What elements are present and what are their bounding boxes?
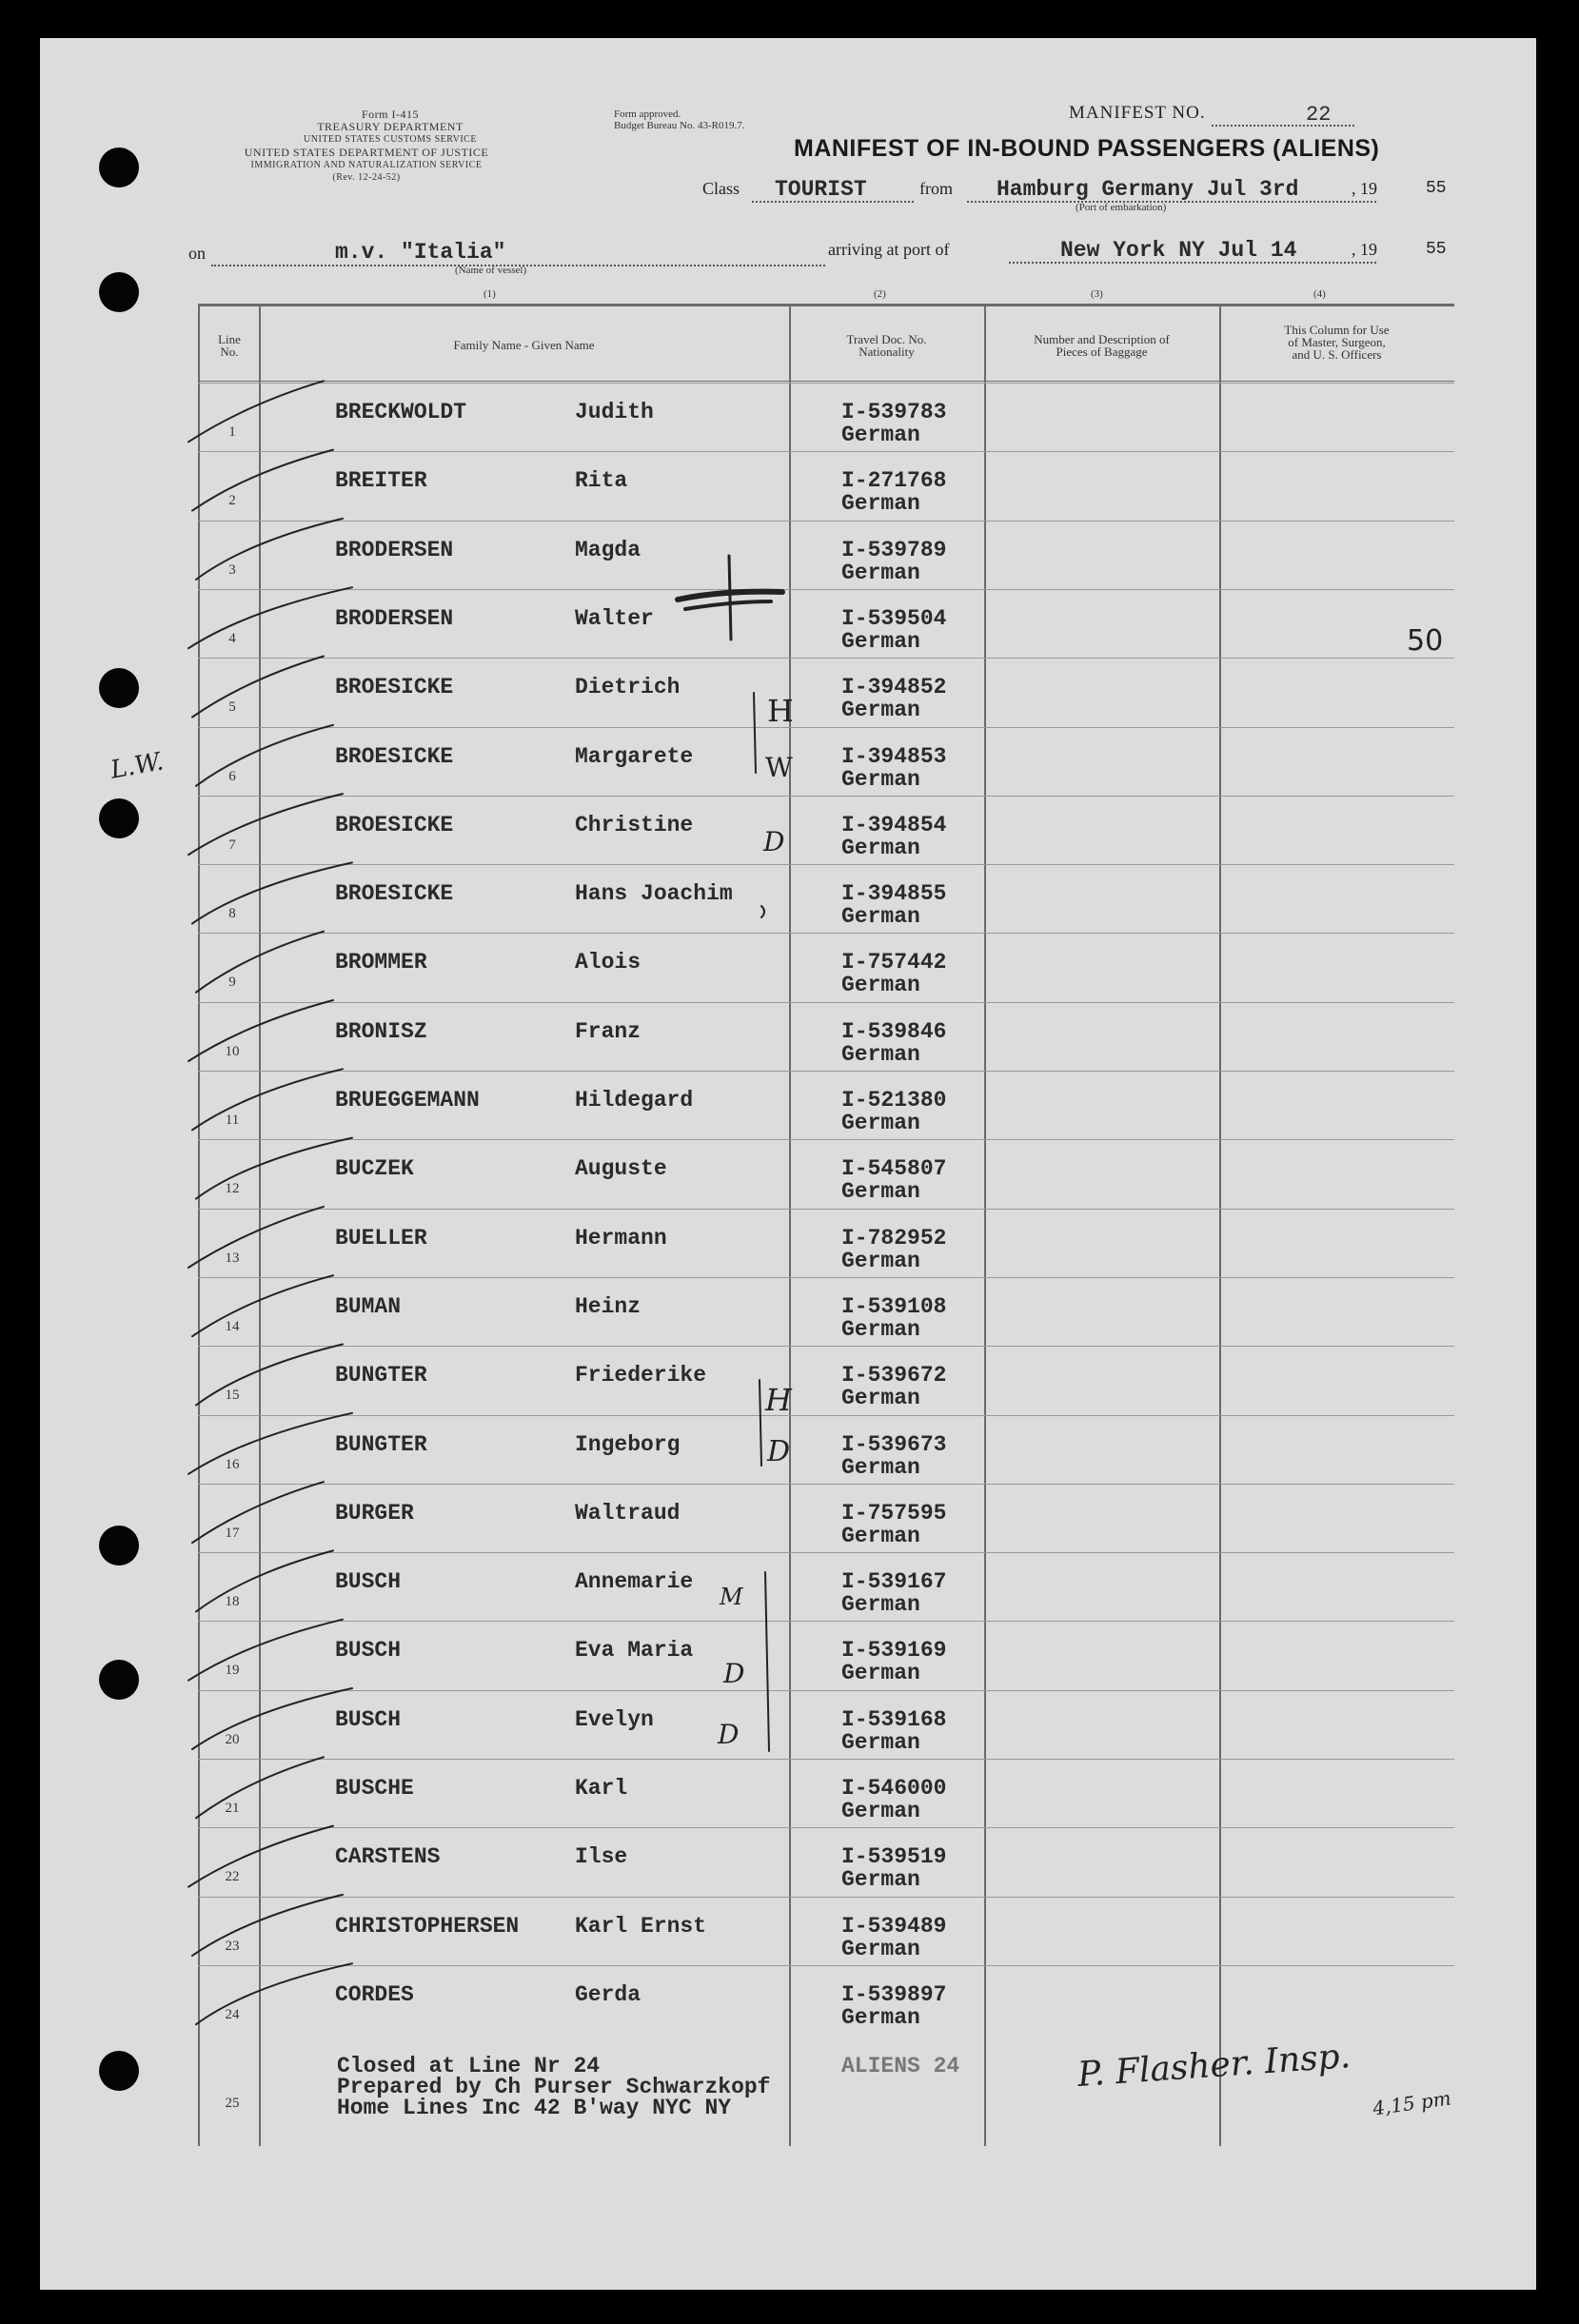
col-num-2: (2) [874, 288, 886, 300]
nationality: German [841, 628, 920, 654]
line-number: 4 [228, 630, 236, 646]
nationality: German [841, 1316, 920, 1342]
family-name: BUSCH [335, 1638, 402, 1664]
nationality: German [841, 1111, 920, 1135]
given-name: Gerda [575, 1981, 641, 2007]
line-number: 1 [228, 424, 236, 440]
family-name: BRONISZ [335, 1018, 427, 1044]
nationality: German [841, 1386, 920, 1411]
arrival-port-date: New York NY Jul 14 [1060, 238, 1297, 263]
given-name: Franz [575, 1018, 641, 1044]
check-mark [188, 1413, 352, 1474]
family-name: BRECKWOLDT [335, 400, 467, 424]
cross-mark [729, 556, 731, 640]
nationality: German [841, 1799, 920, 1823]
travel-doc-number: I-539783 [841, 400, 947, 424]
travel-doc-number: I-539167 [841, 1569, 947, 1595]
arrival-year-prefix: , 19 [1352, 240, 1377, 259]
line-number: 13 [225, 1250, 240, 1266]
line-number: 12 [225, 1181, 240, 1197]
check-mark [196, 1757, 324, 1818]
nationality: German [841, 1041, 920, 1067]
family-name: BUNGTER [335, 1363, 427, 1388]
nationality: German [841, 560, 920, 585]
line-number: 23 [225, 1938, 240, 1954]
travel-doc-number: I-539504 [841, 605, 947, 631]
family-code: D [763, 826, 785, 857]
check-mark [188, 1000, 333, 1061]
family-name: BUSCH [335, 1706, 402, 1732]
travel-doc-number: I-539108 [841, 1293, 947, 1319]
ins-title: IMMIGRATION AND NATURALIZATION SERVICE [250, 160, 483, 170]
line-number: 21 [225, 1801, 240, 1816]
travel-doc-number: I-757595 [841, 1500, 947, 1526]
col-header-name: Family Name - Given Name [453, 338, 595, 352]
given-name: Ingeborg [575, 1431, 681, 1457]
family-name: BUSCHE [335, 1776, 414, 1801]
from-year-prefix: , 19 [1352, 179, 1377, 198]
family-name: BROESICKE [335, 675, 454, 700]
given-name: Ilse [575, 1844, 628, 1870]
bracket-mark [765, 1572, 769, 1751]
given-name: Karl Ernst [575, 1913, 707, 1939]
nationality: German [841, 835, 920, 860]
check-mark [196, 1345, 343, 1406]
form-number: Form I-415 [362, 108, 419, 121]
col-num-3: (3) [1091, 288, 1103, 300]
travel-doc-number: I-539519 [841, 1844, 947, 1870]
family-code: W [765, 752, 793, 783]
line-number: 11 [225, 1113, 240, 1128]
travel-doc-number: I-394855 [841, 881, 947, 907]
travel-doc-number: I-394853 [841, 743, 947, 769]
given-name: Dietrich [575, 675, 681, 700]
col-header-line: Line No. [218, 332, 241, 359]
check-mark [192, 1895, 343, 1956]
col-num-4: (4) [1313, 288, 1326, 300]
check-mark [192, 1069, 343, 1130]
family-name: BROMMER [335, 950, 427, 975]
form-approval: Form approved. Budget Bureau No. 43-R019.7. [614, 108, 745, 131]
travel-doc-number: I-394852 [841, 675, 947, 700]
check-mark [196, 1550, 333, 1611]
travel-doc-number: I-521380 [841, 1088, 947, 1113]
travel-doc-number: I-539489 [841, 1913, 947, 1939]
travel-doc-number: I-539846 [841, 1018, 947, 1044]
nationality: German [841, 1179, 920, 1205]
col-header-officers: This Column for Use of Master, Surgeon, and U. S. Officers [1284, 323, 1390, 362]
check-mark [196, 1138, 352, 1199]
check-mark [196, 725, 333, 786]
check-mark [188, 1620, 343, 1681]
officer-count: 50 [1407, 624, 1444, 658]
line-number: 18 [225, 1594, 240, 1610]
nationality: German [841, 423, 920, 447]
line-number: 20 [225, 1731, 240, 1747]
check-mark [196, 519, 343, 580]
check-mark [192, 450, 333, 511]
line-number: 22 [225, 1869, 240, 1885]
check-mark [192, 657, 324, 718]
nationality: German [841, 491, 920, 517]
given-name: Evelyn [575, 1706, 654, 1732]
family-name: CHRISTOPHERSEN [335, 1913, 520, 1939]
line-number: 19 [225, 1663, 240, 1679]
given-name: Auguste [575, 1156, 667, 1182]
given-name: Heinz [575, 1293, 641, 1319]
nationality: German [841, 1248, 920, 1273]
nationality: German [841, 698, 920, 723]
travel-doc-number: I-545807 [841, 1156, 947, 1182]
port-of-embarkation: Hamburg Germany Jul 3rd [997, 177, 1299, 202]
vessel-caption: (Name of vessel) [455, 265, 527, 276]
family-name: BUNGTER [335, 1431, 427, 1457]
family-name: BUMAN [335, 1293, 402, 1319]
treasury-dept: TREASURY DEPARTMENT [317, 120, 464, 133]
family-name: CARSTENS [335, 1844, 441, 1870]
nationality: German [841, 1661, 920, 1686]
nationality: German [841, 1867, 920, 1893]
manifest-title: MANIFEST OF IN-BOUND PASSENGERS (ALIENS) [794, 135, 1380, 162]
travel-doc-number: I-546000 [841, 1776, 947, 1801]
family-name: BRODERSEN [335, 537, 454, 562]
travel-doc-number: I-539168 [841, 1706, 947, 1732]
aliens-total: ALIENS 24 [841, 2054, 960, 2078]
check-mark [196, 932, 324, 993]
vessel-name: m.v. "Italia" [335, 240, 506, 265]
col-header-baggage: Number and Description of Pieces of Baggage [1034, 332, 1170, 359]
on-label: on [188, 244, 206, 263]
nationality: German [841, 1523, 920, 1548]
given-name: Friederike [575, 1363, 707, 1388]
family-code: H [767, 693, 794, 729]
line-number: 14 [225, 1318, 240, 1334]
check-mark [196, 1963, 352, 2024]
family-name: BRUEGGEMANN [335, 1088, 480, 1113]
family-name: BROESICKE [335, 743, 454, 769]
check-mark [192, 1275, 333, 1336]
nationality: German [841, 1729, 920, 1755]
given-name: Judith [575, 400, 654, 424]
travel-doc-number: I-539672 [841, 1363, 947, 1388]
check-mark [188, 587, 352, 648]
line-number: 9 [228, 975, 236, 991]
company-address: Home Lines Inc 42 B'way NYC NY [337, 2096, 732, 2120]
family-code: H [765, 1382, 792, 1418]
given-name: Rita [575, 468, 628, 494]
check-mark [192, 1688, 352, 1749]
prepared-by: Prepared by Ch Purser Schwarzkopf [337, 2075, 771, 2099]
revision: (Rev. 12-24-52) [332, 172, 401, 183]
line-number: 5 [228, 699, 236, 716]
given-name: Waltraud [575, 1500, 681, 1526]
margin-note: L.W. [108, 747, 167, 785]
tick-mark [761, 906, 764, 917]
given-name: Hans Joachim [575, 881, 733, 907]
family-code: D [723, 1658, 745, 1689]
inspector-signature: P. Flasher. Insp. [1076, 2037, 1352, 2095]
family-name: BROESICKE [335, 881, 454, 907]
bracket-mark [760, 1380, 761, 1466]
from-label: from [919, 179, 953, 198]
strike-mark [685, 601, 771, 609]
family-name: BREITER [335, 468, 427, 494]
bracket-mark [754, 693, 756, 773]
check-mark [188, 381, 324, 442]
given-name: Annemarie [575, 1569, 694, 1595]
nationality: German [841, 1936, 920, 1961]
family-name: BUSCH [335, 1569, 402, 1595]
arrival-year: 55 [1426, 240, 1447, 259]
given-name: Christine [575, 812, 694, 837]
line-number: 6 [228, 768, 236, 784]
travel-doc-number: I-271768 [841, 468, 947, 494]
travel-doc-number: I-782952 [841, 1225, 947, 1251]
inspection-time: 4,15 pm [1371, 2086, 1452, 2120]
family-name: BRODERSEN [335, 605, 454, 631]
from-year: 55 [1426, 179, 1447, 198]
family-name: BUCZEK [335, 1156, 414, 1182]
given-name: Magda [575, 537, 641, 562]
check-mark [188, 1826, 333, 1887]
arriving-label: arriving at port of [828, 240, 950, 259]
nationality: German [841, 1592, 920, 1618]
nationality: German [841, 904, 920, 930]
manifest-number: 22 [1306, 103, 1332, 127]
closed-at-line: Closed at Line Nr 24 [337, 2054, 601, 2078]
line-number: 3 [228, 561, 236, 578]
line-number: 24 [225, 2006, 240, 2022]
family-name: BROESICKE [335, 812, 454, 837]
given-name: Hermann [575, 1225, 667, 1251]
manifest-number-label: MANIFEST NO. [1069, 103, 1206, 123]
line-number: 16 [225, 1456, 240, 1472]
given-name: Eva Maria [575, 1638, 694, 1664]
family-name: BUELLER [335, 1225, 427, 1251]
col-header-doc: Travel Doc. No. Nationality [846, 332, 927, 359]
doj-title: UNITED STATES DEPARTMENT OF JUSTICE [244, 146, 489, 159]
port-embark-caption: (Port of embarkation) [1076, 202, 1167, 213]
col-num-1: (1) [484, 288, 496, 300]
line-number: 17 [225, 1525, 240, 1541]
given-name: Walter [575, 605, 654, 631]
family-code: D [718, 1719, 740, 1750]
given-name: Hildegard [575, 1088, 694, 1113]
family-code: M [720, 1584, 743, 1610]
check-mark [192, 1482, 324, 1543]
nationality: German [841, 973, 920, 998]
line-number: 7 [228, 837, 236, 853]
travel-doc-number: I-539169 [841, 1638, 947, 1664]
travel-doc-number: I-394854 [841, 812, 947, 837]
given-name: Karl [575, 1776, 628, 1801]
travel-doc-number: I-757442 [841, 950, 947, 975]
check-mark [188, 1207, 324, 1268]
nationality: German [841, 2004, 920, 2030]
given-name: Alois [575, 950, 641, 975]
family-code: D [767, 1435, 791, 1468]
nationality: German [841, 766, 920, 792]
check-mark [188, 794, 343, 855]
travel-doc-number: I-539673 [841, 1431, 947, 1457]
customs-service: UNITED STATES CUSTOMS SERVICE [304, 134, 477, 145]
line-number: 10 [225, 1043, 240, 1059]
nationality: German [841, 1454, 920, 1480]
travel-doc-number: I-539897 [841, 1981, 947, 2007]
line-number: 2 [228, 493, 236, 509]
class-label: Class [702, 179, 740, 198]
given-name: Margarete [575, 743, 694, 769]
travel-doc-number: I-539789 [841, 537, 947, 562]
check-mark [192, 862, 352, 923]
line-number: 15 [225, 1388, 240, 1404]
class-value: TOURIST [775, 177, 867, 202]
family-name: CORDES [335, 1981, 414, 2007]
line-number: 8 [228, 906, 236, 922]
line-number: 25 [225, 2096, 240, 2111]
family-name: BURGER [335, 1500, 414, 1526]
